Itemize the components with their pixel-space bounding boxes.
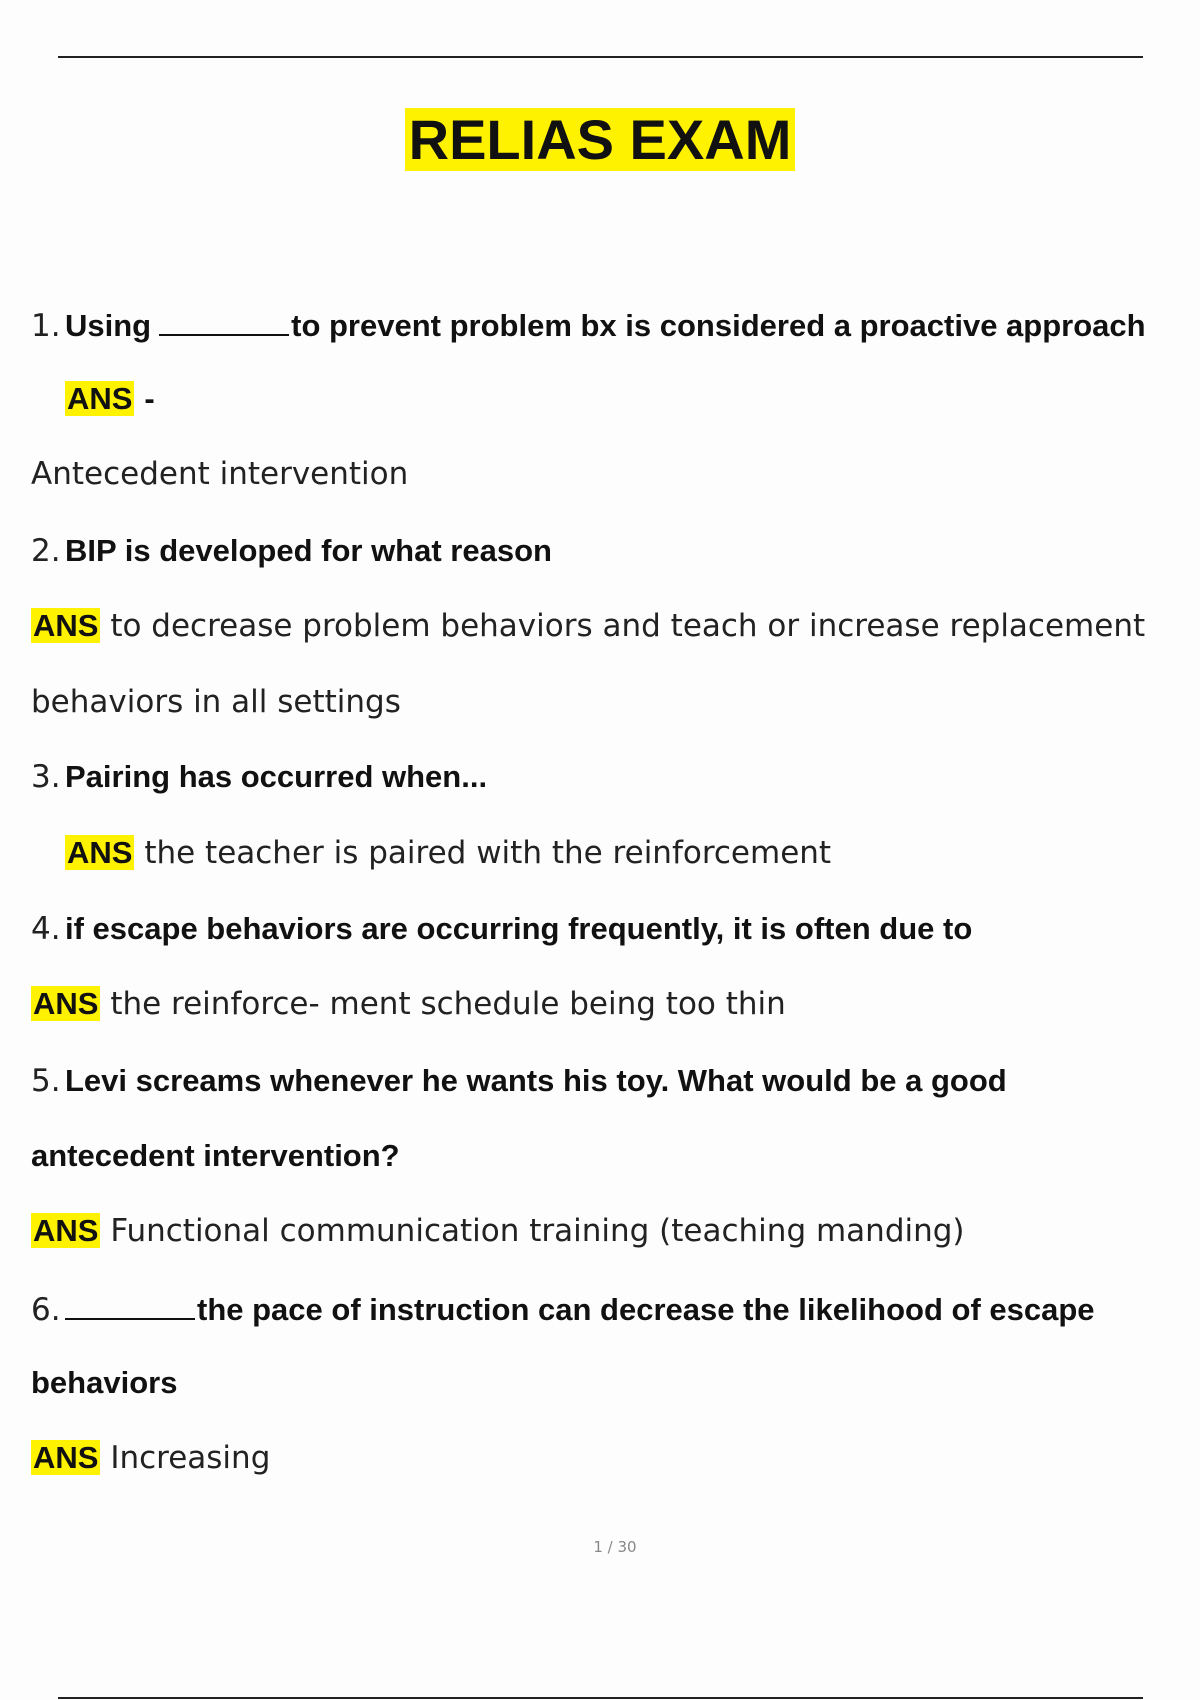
fill-in-blank — [65, 1288, 195, 1320]
answer-label: ANS — [67, 835, 133, 870]
question-number: 6. — [31, 1292, 61, 1328]
question-number: 1. — [31, 308, 61, 344]
question-6 — [31, 1288, 1095, 1330]
question-number: 4. — [31, 911, 61, 947]
question-prefix: Using — [65, 308, 152, 343]
fill-in-blank — [159, 304, 289, 336]
question-text: Levi screams whenever he wants his toy. What would be a good — [65, 1063, 1007, 1098]
answer-text: the reinforce- ment schedule being too thin — [110, 986, 786, 1022]
question-6-continued: behaviors — [31, 1365, 178, 1400]
question-text: to prevent problem bx is considered a proactive approach — [291, 308, 1146, 343]
question-3 — [31, 757, 487, 797]
answer-3 — [65, 833, 831, 873]
question-number: 3. — [31, 759, 61, 795]
answer-2 — [31, 606, 1145, 646]
question-text: if escape behaviors are occurring frequently, it is often due to — [65, 911, 973, 946]
document-title — [0, 106, 1200, 174]
title-highlight: RELIAS EXAM — [405, 108, 796, 171]
answer-label: ANS — [33, 986, 99, 1021]
answer-1: Antecedent intervention — [31, 456, 409, 492]
answer-6 — [31, 1438, 270, 1478]
question-5-continued: antecedent intervention? — [31, 1138, 400, 1173]
page-indicator: 1 / 30 — [593, 1538, 637, 1556]
answer-label: ANS — [33, 608, 99, 643]
question-text: the pace of instruction can decrease the likelihood of escape — [197, 1292, 1095, 1327]
question-text: Pairing has occurred when... — [65, 759, 488, 794]
answer-label: ANS — [67, 381, 133, 416]
answer-4 — [31, 984, 786, 1024]
answer-1-label-line — [65, 379, 155, 419]
question-1 — [31, 304, 1146, 346]
answer-separator: - — [144, 381, 155, 416]
question-number: 5. — [31, 1063, 61, 1099]
answer-text: the teacher is paired with the reinforcement — [144, 835, 832, 871]
answer-text: Functional communication training (teaching manding) — [110, 1213, 965, 1249]
bottom-rule — [58, 1697, 1143, 1699]
question-text: BIP is developed for what reason — [65, 533, 552, 568]
answer-5 — [31, 1211, 965, 1251]
question-number: 2. — [31, 533, 61, 569]
question-5 — [31, 1061, 1007, 1101]
answer-2-continued: behaviors in all settings — [31, 684, 401, 720]
answer-text: Increasing — [110, 1440, 271, 1476]
question-2 — [31, 531, 552, 571]
question-4 — [31, 909, 972, 949]
top-rule — [58, 56, 1143, 58]
answer-label: ANS — [33, 1213, 99, 1248]
answer-text: to decrease problem behaviors and teach or increase replacement — [110, 608, 1146, 644]
answer-label: ANS — [33, 1440, 99, 1475]
